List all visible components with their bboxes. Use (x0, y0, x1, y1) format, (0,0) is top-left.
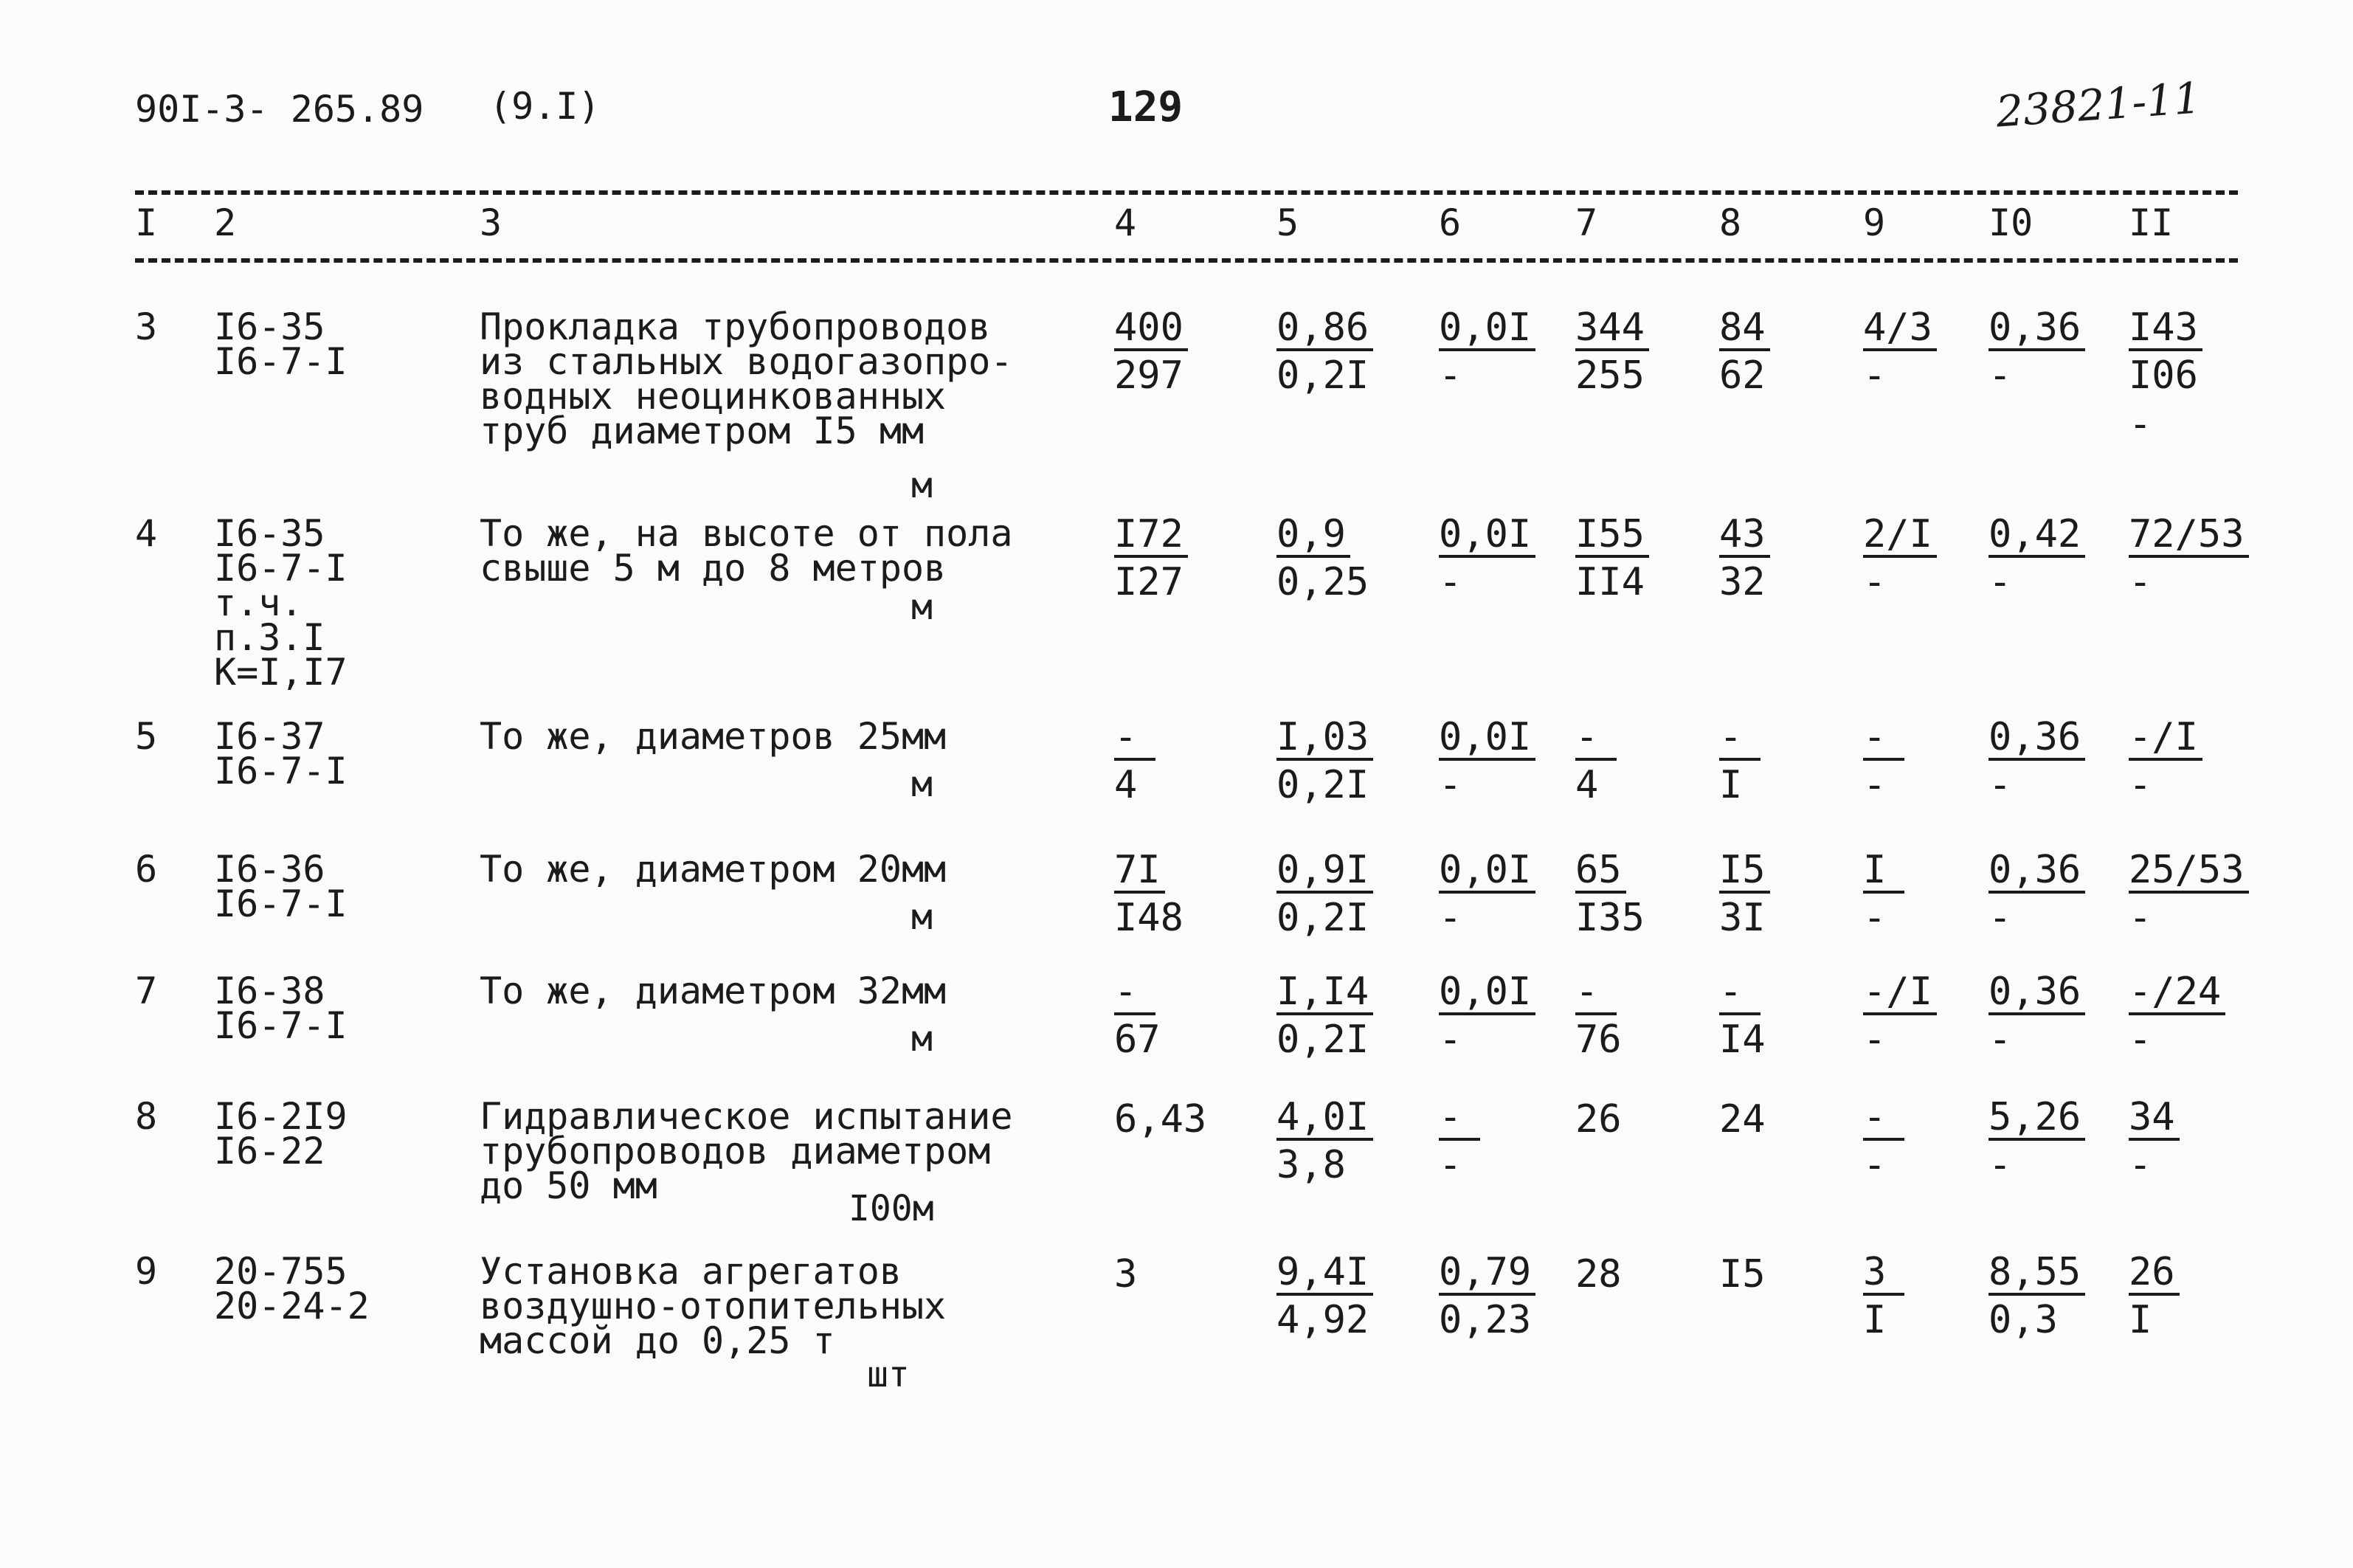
value-numerator: 5,26 (1989, 1096, 2085, 1141)
header-rule-top (135, 190, 2238, 195)
inventory-number: 23821-11 (1994, 72, 2202, 137)
row-number: 8 (135, 1095, 158, 1138)
value-cell-col-6 (1439, 715, 1535, 809)
work-description: То же, на высоте от пола свыше 5 м до 8 метров (480, 512, 1013, 590)
value-cell-col-10 (1989, 715, 2085, 809)
norm-code: I6-35 I6-7-I (214, 305, 348, 383)
value-numerator: I5 (1719, 1252, 1766, 1296)
value-cell-col-4 (1114, 1095, 1206, 1144)
value-numerator: 0,9I (1276, 849, 1373, 894)
column-header: 5 (1276, 201, 1299, 244)
value-cell-col-9 (1863, 305, 1937, 400)
value-denominator: - (2129, 1018, 2152, 1062)
value-denominator: 4 (1575, 763, 1599, 807)
column-header: II (2129, 201, 2174, 244)
value-denominator: - (1863, 763, 1887, 807)
norm-code: I6-38 I6-7-I (214, 970, 348, 1047)
value-denominator: - (1439, 1143, 1462, 1187)
value-cell-col-10 (1989, 970, 2085, 1064)
value-numerator: - (1114, 716, 1155, 761)
value-numerator: - (1114, 971, 1155, 1015)
value-denominator: I (1863, 1298, 1887, 1342)
value-numerator: 4/3 (1863, 307, 1937, 351)
value-denominator: - (1439, 560, 1462, 604)
column-header: 9 (1863, 201, 1886, 244)
value-denominator: 0,2I (1276, 353, 1369, 398)
value-cell-col-6 (1439, 1095, 1480, 1189)
value-cell-col-9 (1863, 1095, 1904, 1189)
value-numerator: 34 (2129, 1096, 2180, 1141)
value-denominator: - (1989, 896, 2012, 940)
column-header: I (135, 201, 158, 244)
value-numerator: 0,36 (1989, 849, 2085, 894)
row-number: 6 (135, 848, 158, 891)
value-denominator: I (2129, 1298, 2152, 1342)
section-number: (9.I) (489, 85, 601, 128)
value-denominator: 297 (1114, 353, 1184, 398)
value-denominator: - (2129, 560, 2152, 604)
value-denominator: - (1989, 560, 2012, 604)
value-denominator: - (1989, 1018, 2012, 1062)
column-header: 6 (1439, 201, 1462, 244)
work-description: Установка агрегатов воздушно-отопительных массой до 0,25 т (480, 1250, 947, 1362)
value-numerator: -/24 (2129, 971, 2225, 1015)
value-denominator: - (1863, 1143, 1887, 1187)
value-denominator: II4 (1575, 560, 1645, 604)
value-numerator: 3 (1114, 1252, 1138, 1296)
value-numerator: I43 (2129, 307, 2202, 351)
value-denominator: 4,92 (1276, 1298, 1369, 1342)
value-cell-col-10 (1989, 1250, 2085, 1344)
value-cell-col-7 (1575, 512, 1649, 607)
value-cell-col-5 (1276, 848, 1373, 942)
value-cell-col-8 (1719, 1250, 1766, 1299)
value-cell-col-9 (1863, 1250, 1904, 1344)
value-denominator: 76 (1575, 1018, 1622, 1062)
work-description: Гидравлическое испытание трубопроводов диаметром до 50 мм (480, 1095, 1013, 1207)
value-numerator: 0,36 (1989, 307, 2085, 351)
value-numerator: 28 (1575, 1252, 1622, 1296)
value-denominator: 0,2I (1276, 1018, 1369, 1062)
value-numerator: 0,36 (1989, 716, 2085, 761)
value-cell-col-5 (1276, 715, 1373, 809)
value-numerator: 2/I (1863, 514, 1937, 558)
value-denominator: - (1439, 896, 1462, 940)
value-numerator: I55 (1575, 514, 1649, 558)
value-denominator: - (1989, 1143, 2012, 1187)
norm-code: I6-36 I6-7-I (214, 848, 348, 925)
unit-of-measure: м (911, 1018, 933, 1060)
value-denominator: I35 (1575, 896, 1645, 940)
value-denominator: 62 (1719, 353, 1766, 398)
value-denominator: I4 (1719, 1018, 1766, 1062)
value-cell-col-5 (1276, 1250, 1373, 1344)
value-denominator: - (1439, 353, 1462, 398)
page-number: 129 (1108, 83, 1184, 131)
value-cell-col-11 (2129, 970, 2225, 1064)
value-numerator: 84 (1719, 307, 1770, 351)
value-denominator: - (1863, 353, 1887, 398)
value-cell-col-10 (1989, 512, 2085, 607)
value-cell-col-8 (1719, 1095, 1766, 1144)
work-description: То же, диаметров 25мм (480, 715, 947, 758)
value-numerator: 0,0I (1439, 716, 1535, 761)
value-cell-col-8 (1719, 715, 1761, 809)
value-numerator: I,03 (1276, 716, 1373, 761)
value-cell-col-4 (1114, 970, 1161, 1064)
unit-of-measure: шт (867, 1354, 910, 1395)
value-cell-col-4 (1114, 1250, 1137, 1299)
value-cell-col-5 (1276, 970, 1373, 1064)
value-cell-col-5 (1276, 1095, 1373, 1189)
value-numerator: 0,9 (1276, 514, 1350, 558)
norm-code: I6-35 I6-7-I т.ч. п.3.I К=I,I7 (214, 512, 348, 694)
value-cell-col-11 (2129, 1250, 2180, 1344)
value-denominator: 0,2I (1276, 896, 1369, 940)
value-numerator: -/I (2129, 716, 2202, 761)
value-cell-col-7 (1575, 715, 1617, 809)
value-cell-col-9 (1863, 848, 1904, 942)
value-cell-col-11 (2129, 715, 2202, 809)
value-numerator: 26 (1575, 1097, 1622, 1142)
value-cell-col-9 (1863, 512, 1937, 607)
value-cell-col-7 (1575, 970, 1622, 1064)
value-numerator: - (1575, 971, 1617, 1015)
row-number: 4 (135, 512, 158, 555)
value-numerator: 43 (1719, 514, 1770, 558)
value-numerator: 0,0I (1439, 307, 1535, 351)
value-denominator: - (1863, 1018, 1887, 1062)
value-denominator: 0,2I (1276, 763, 1369, 807)
column-header: 2 (214, 201, 237, 244)
value-cell-col-10 (1989, 305, 2085, 400)
value-cell-col-11 (2129, 305, 2202, 449)
value-numerator: 0,0I (1439, 849, 1535, 894)
value-numerator: 25/53 (2129, 849, 2249, 894)
value-denominator: - (1863, 896, 1887, 940)
value-denominator: - (2129, 896, 2152, 940)
value-denominator: 0,25 (1276, 560, 1369, 604)
row-number: 5 (135, 715, 158, 758)
row-number: 7 (135, 970, 158, 1012)
unit-of-measure: м (911, 587, 933, 628)
value-denominator: - (2129, 763, 2152, 807)
value-denominator: - (1989, 353, 2012, 398)
value-cell-col-8 (1719, 970, 1766, 1064)
value-denominator: 0,23 (1439, 1298, 1532, 1342)
value-numerator: 9,4I (1276, 1251, 1373, 1296)
value-cell-col-5 (1276, 305, 1373, 400)
value-cell-col-5 (1276, 512, 1369, 607)
value-denominator: I48 (1114, 896, 1184, 940)
value-denominator: I (1719, 763, 1743, 807)
value-denominator: 0,3 (1989, 1298, 2058, 1342)
unit-of-measure: м (911, 897, 933, 938)
value-numerator: 0,36 (1989, 971, 2085, 1015)
value-cell-col-6 (1439, 848, 1535, 942)
value-denominator: 4 (1114, 763, 1138, 807)
value-numerator: - (1719, 716, 1761, 761)
value-denominator: 3,8 (1276, 1143, 1346, 1187)
row-number: 9 (135, 1250, 158, 1293)
value-cell-col-4 (1114, 848, 1184, 942)
value-denominator: - (1439, 763, 1462, 807)
column-header: 4 (1114, 201, 1137, 244)
value-denominator: 3I (1719, 896, 1766, 940)
value-cell-col-8 (1719, 512, 1770, 607)
value-numerator: 24 (1719, 1097, 1766, 1142)
value-cell-col-6 (1439, 305, 1535, 400)
value-cell-col-8 (1719, 305, 1770, 400)
value-denominator: 32 (1719, 560, 1766, 604)
value-cell-col-6 (1439, 512, 1535, 607)
value-numerator: I72 (1114, 514, 1188, 558)
value-cell-col-9 (1863, 970, 1937, 1064)
value-denominator: I27 (1114, 560, 1184, 604)
value-numerator: 8,55 (1989, 1251, 2085, 1296)
value-cell-col-11 (2129, 848, 2249, 942)
work-description: То же, диаметром 20мм (480, 848, 947, 891)
value-numerator: 0,0I (1439, 514, 1535, 558)
value-cell-col-4 (1114, 305, 1188, 400)
value-cell-col-11 (2129, 512, 2249, 607)
value-denominator: 255 (1575, 353, 1645, 398)
value-denominator: - (1439, 1018, 1462, 1062)
value-numerator: 65 (1575, 849, 1626, 894)
value-cell-col-6 (1439, 1250, 1535, 1344)
value-numerator: 6,43 (1114, 1097, 1207, 1142)
value-numerator: I,I4 (1276, 971, 1373, 1015)
document-code: 90I-3- 265.89 (135, 88, 424, 131)
value-cell-col-10 (1989, 1095, 2085, 1189)
value-numerator: 3 (1863, 1251, 1904, 1296)
norm-code: 20-755 20-24-2 (214, 1250, 370, 1327)
value-denominator: I06 (2129, 353, 2198, 398)
row-number: 3 (135, 305, 158, 348)
value-numerator: - (1719, 971, 1761, 1015)
value-cell-col-7 (1575, 305, 1649, 400)
value-cell-col-9 (1863, 715, 1904, 809)
value-cell-col-7 (1575, 1095, 1622, 1144)
value-cell-col-7 (1575, 848, 1645, 942)
value-cell-col-4 (1114, 512, 1188, 607)
value-numerator: - (1439, 1096, 1480, 1141)
value-denominator: - (1863, 560, 1887, 604)
column-header: I0 (1989, 201, 2034, 244)
value-numerator: 0,86 (1276, 307, 1373, 351)
value-cell-col-8 (1719, 848, 1770, 942)
value-cell-col-7 (1575, 1250, 1622, 1299)
value-numerator: 4,0I (1276, 1096, 1373, 1141)
unit-of-measure: I00м (849, 1188, 934, 1229)
value-cell-col-6 (1439, 970, 1535, 1064)
norm-code: I6-37 I6-7-I (214, 715, 348, 792)
value-denominator: - (2129, 1143, 2152, 1187)
value-numerator: 0,42 (1989, 514, 2085, 558)
column-header: 3 (480, 201, 502, 244)
value-numerator: 0,79 (1439, 1251, 1535, 1296)
column-header: 7 (1575, 201, 1598, 244)
value-numerator: I5 (1719, 849, 1770, 894)
value-cell-col-4 (1114, 715, 1155, 809)
value-cell-col-10 (1989, 848, 2085, 942)
norm-code: I6-2I9 I6-22 (214, 1095, 348, 1172)
unit-of-measure: м (911, 764, 933, 805)
value-numerator: 0,0I (1439, 971, 1535, 1015)
work-description: То же, диаметром 32мм (480, 970, 947, 1012)
value-denominator: 67 (1114, 1018, 1161, 1062)
value-numerator: - (1575, 716, 1617, 761)
value-denominator: - (2129, 402, 2152, 446)
value-numerator: 7I (1114, 849, 1165, 894)
value-numerator: 26 (2129, 1251, 2180, 1296)
value-numerator: 72/53 (2129, 514, 2249, 558)
value-numerator: I (1863, 849, 1904, 894)
value-cell-col-11 (2129, 1095, 2180, 1189)
header-rule-bottom (135, 258, 2238, 263)
value-numerator: 344 (1575, 307, 1649, 351)
value-numerator: -/I (1863, 971, 1937, 1015)
value-numerator: - (1863, 1096, 1904, 1141)
column-header: 8 (1719, 201, 1742, 244)
work-description: Прокладка трубопроводов из стальных водогазопро- водных неоцинкованных труб диаметром I5 мм (480, 305, 1013, 452)
unit-of-measure: м (911, 465, 933, 506)
value-numerator: 400 (1114, 307, 1188, 351)
value-denominator: - (1989, 763, 2012, 807)
value-numerator: - (1863, 716, 1904, 761)
